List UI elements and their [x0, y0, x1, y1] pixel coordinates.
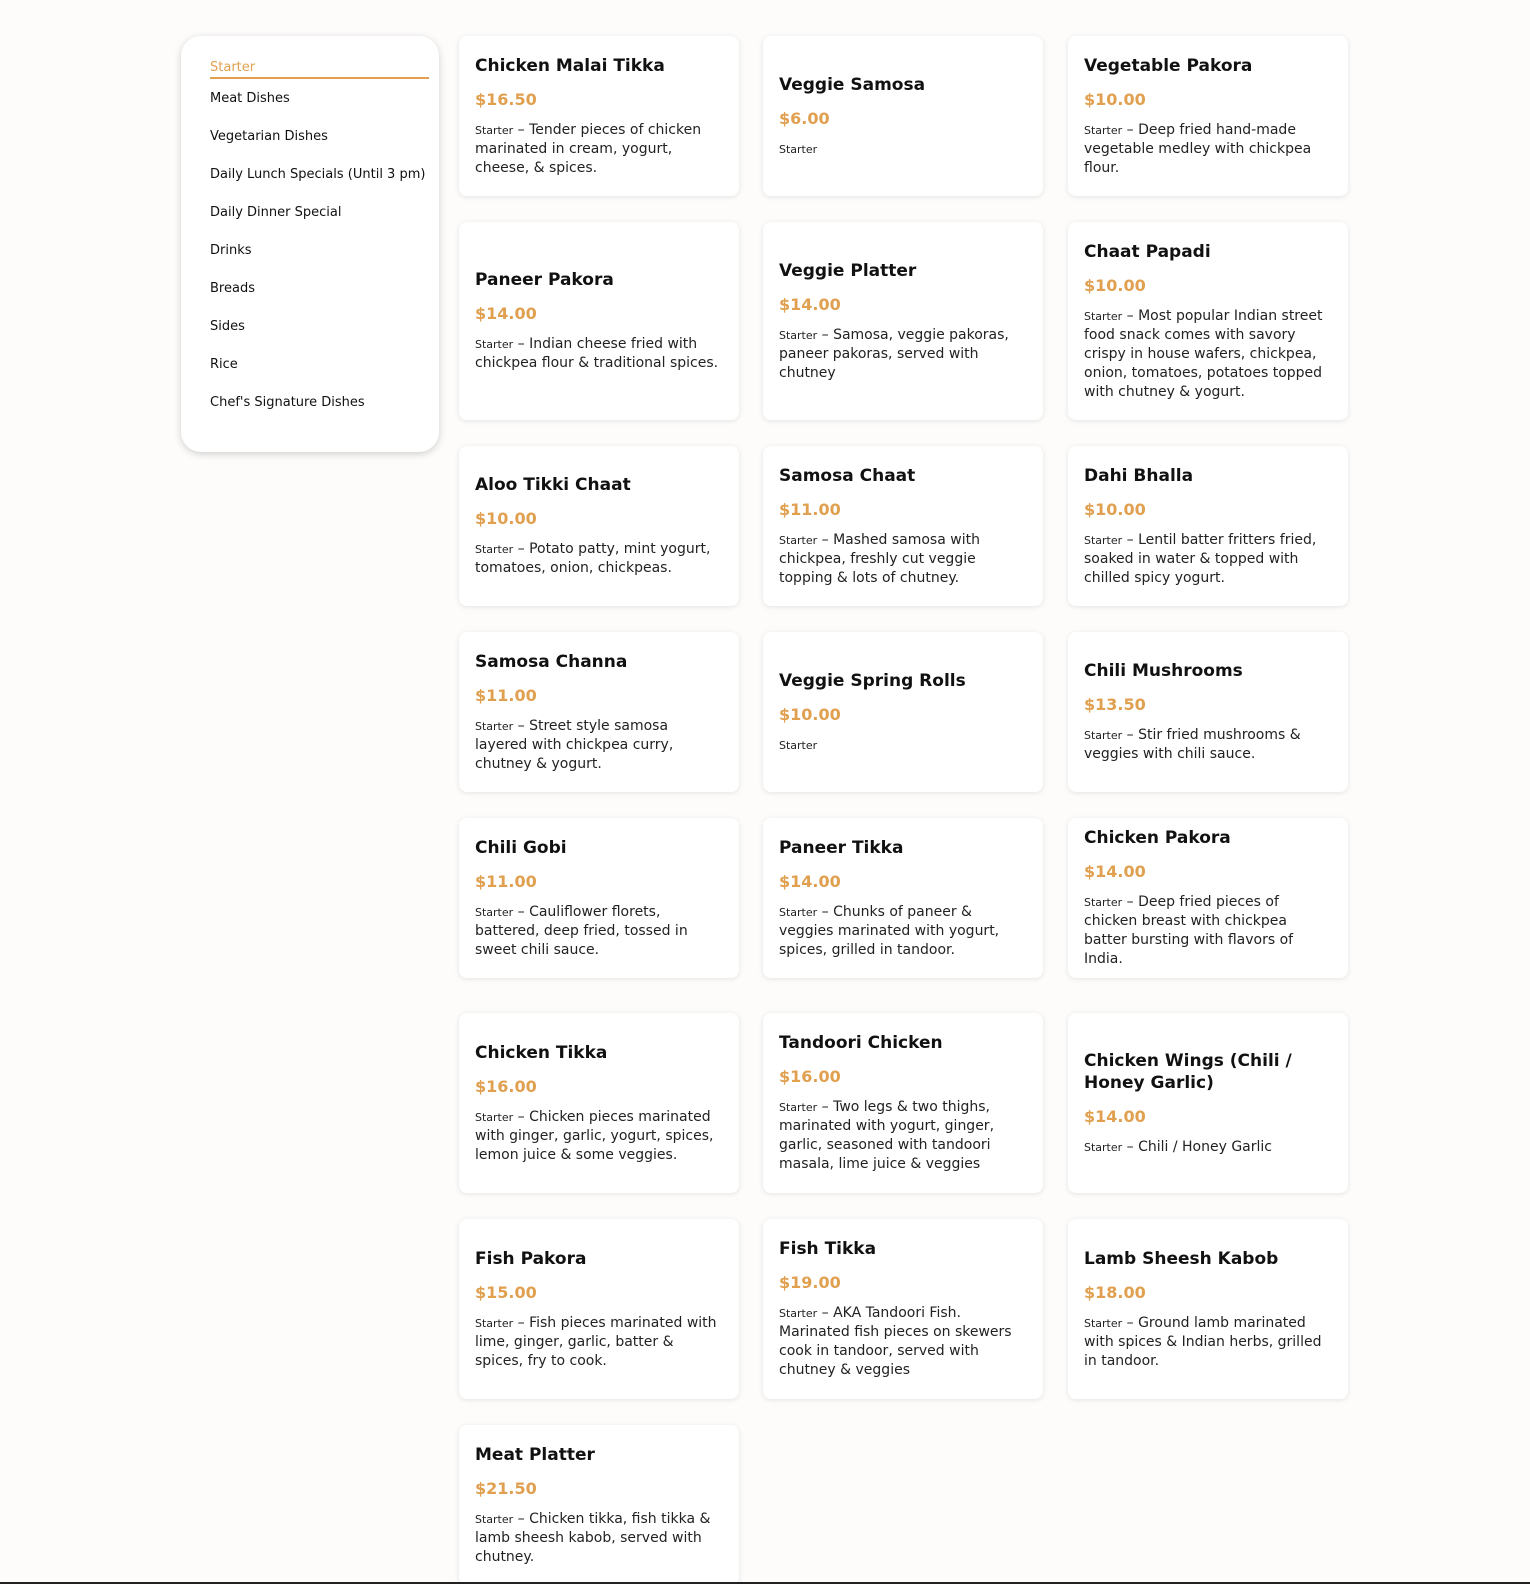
menu-item-price: $11.00	[475, 871, 537, 891]
menu-item-name: Chicken Tikka	[475, 1042, 608, 1063]
menu-item-category-tag: Starter	[1084, 1140, 1123, 1154]
category-sidebar	[181, 36, 439, 452]
menu-item-category-tag: Starter	[1084, 1316, 1123, 1330]
description-separator: –	[1122, 531, 1139, 548]
menu-item-category-tag: Starter	[779, 738, 818, 752]
menu-item-name: Chili Gobi	[475, 837, 567, 858]
sidebar-category-item[interactable]: Daily Lunch Specials (Until 3 pm)	[210, 167, 426, 182]
menu-item-price: $16.00	[779, 1067, 841, 1086]
menu-item-category-tag: Starter	[1084, 309, 1123, 323]
menu-item-category-tag: Starter	[1084, 729, 1123, 742]
menu-item-name: Paneer Tikka	[779, 837, 904, 858]
description-separator: –	[817, 326, 834, 343]
sidebar-category-item[interactable]: Sides	[210, 319, 245, 334]
menu-item-description-text: Most popular Indian street food snack comes with savory crispy in house wafers, chickpea, onion, tomatoes, potatoes topped with chutney & yogurt.	[1084, 307, 1323, 400]
menu-item-card[interactable]	[763, 632, 1043, 792]
sidebar-category-item[interactable]: Breads	[210, 281, 255, 296]
menu-item-name: Chicken Malai Tikka	[475, 55, 665, 76]
menu-item-price: $14.00	[1084, 862, 1146, 881]
description-separator: –	[1122, 1138, 1139, 1155]
menu-item-description	[475, 1108, 723, 1165]
menu-item-description-text: Potato patty, mint yogurt, tomatoes, onion, chickpeas.	[475, 541, 711, 576]
menu-item-card[interactable]	[1068, 818, 1348, 978]
menu-item-description-text: Chili / Honey Garlic	[1138, 1138, 1272, 1155]
menu-item-category-tag: Starter	[475, 1512, 514, 1526]
menu-item-card[interactable]	[763, 818, 1043, 978]
description-separator: –	[817, 531, 834, 548]
menu-item-name: Vegetable Pakora	[1084, 55, 1253, 76]
menu-item-name: Tandoori Chicken	[779, 1033, 943, 1053]
menu-item-description-text: Deep fried pieces of chicken breast with chickpea batter bursting with flavors of India.	[1084, 894, 1294, 967]
menu-item-price: $19.00	[779, 1273, 841, 1292]
menu-item-description	[1084, 1138, 1332, 1157]
sidebar-category-item[interactable]: Meat Dishes	[210, 91, 290, 106]
menu-item-description	[475, 121, 723, 178]
menu-item-card[interactable]	[1068, 1013, 1348, 1193]
description-separator: –	[513, 1108, 530, 1125]
description-separator: –	[513, 336, 530, 352]
menu-item-price: $10.00	[1084, 499, 1146, 519]
menu-item-category-tag: Starter	[779, 142, 818, 156]
menu-item-name: Fish Pakora	[475, 1248, 587, 1269]
menu-item-name: Fish Tikka	[779, 1239, 877, 1259]
menu-item-price: $10.00	[1084, 275, 1146, 295]
menu-item-price: $10.00	[779, 704, 841, 724]
menu-item-price: $16.00	[475, 1076, 537, 1096]
menu-item-card[interactable]	[763, 446, 1043, 606]
menu-item-price: $14.00	[1084, 1106, 1146, 1126]
menu-item-description-text: Street style samosa layered with chickpea curry, chutney & yogurt.	[475, 717, 674, 772]
menu-item-price: $21.50	[475, 1478, 537, 1498]
menu-item-description	[475, 1314, 723, 1371]
description-separator: –	[513, 903, 530, 920]
menu-item-description	[475, 335, 723, 373]
menu-item-price: $10.00	[1084, 89, 1146, 109]
description-separator: –	[513, 717, 530, 734]
description-separator: –	[1122, 121, 1139, 138]
description-separator: –	[1122, 1314, 1139, 1331]
menu-item-card[interactable]	[763, 1219, 1043, 1399]
menu-item-description	[1084, 121, 1332, 178]
description-separator: –	[1122, 307, 1139, 324]
menu-item-description-text: Chicken pieces marinated with ginger, garlic, yogurt, spices, lemon juice & some veggies.	[475, 1108, 714, 1163]
menu-item-description	[475, 903, 723, 960]
menu-item-name: Meat Platter	[475, 1444, 595, 1465]
menu-item-card[interactable]	[1068, 36, 1348, 196]
description-separator: –	[817, 903, 834, 920]
description-separator: –	[513, 541, 530, 557]
menu-item-description-text: Tender pieces of chicken marinated in cream, yogurt, cheese, & spices.	[475, 121, 702, 176]
menu-item-name: Paneer Pakora	[475, 270, 614, 290]
menu-item-card[interactable]	[1068, 1219, 1348, 1399]
sidebar-category-item[interactable]: Chef's Signature Dishes	[210, 395, 365, 410]
menu-item-price: $13.50	[1084, 695, 1146, 714]
menu-item-category-tag: Starter	[475, 1316, 514, 1330]
menu-item-card[interactable]	[459, 1219, 739, 1399]
menu-item-card[interactable]	[459, 222, 739, 420]
menu-item-name: Chili Mushrooms	[1084, 661, 1243, 681]
menu-item-card[interactable]	[763, 222, 1043, 420]
menu-item-description-text: Deep fried hand-made vegetable medley with chickpea flour.	[1084, 121, 1312, 176]
menu-item-category-tag: Starter	[475, 1110, 514, 1124]
menu-item-name: Veggie Spring Rolls	[779, 670, 966, 691]
description-separator: –	[817, 1099, 834, 1115]
menu-item-category-tag: Starter	[1084, 896, 1123, 909]
description-separator: –	[513, 1314, 530, 1331]
menu-item-description	[779, 1098, 1027, 1174]
menu-item-card[interactable]	[1068, 446, 1348, 606]
menu-item-description-text: Ground lamb marinated with spices & Indian herbs, grilled in tandoor.	[1084, 1314, 1322, 1369]
menu-item-price: $11.00	[475, 685, 537, 705]
menu-item-category-tag: Starter	[779, 1307, 818, 1320]
description-separator: –	[513, 1510, 530, 1527]
menu-item-name: Veggie Samosa	[779, 74, 926, 95]
menu-item-card[interactable]	[459, 446, 739, 606]
menu-item-name: Lamb Sheesh Kabob	[1084, 1248, 1279, 1269]
menu-item-description	[779, 736, 1027, 755]
menu-item-description	[779, 326, 1027, 383]
menu-item-description-text: Cauliflower florets, battered, deep fried, tossed in sweet chili sauce.	[475, 903, 688, 958]
menu-item-name: Chicken Wings (Chili / Honey Garlic)	[1084, 1050, 1292, 1093]
menu-item-price: $14.00	[779, 871, 841, 891]
sidebar-category-item[interactable]: Starter	[210, 60, 429, 79]
menu-item-category-tag: Starter	[475, 905, 514, 919]
menu-item-description-text: Samosa, veggie pakoras, paneer pakoras, served with chutney	[779, 326, 1009, 381]
menu-item-category-tag: Starter	[779, 905, 818, 919]
menu-item-description	[779, 1304, 1027, 1380]
menu-item-price: $11.00	[779, 499, 841, 519]
menu-item-description-text: Chicken tikka, fish tikka & lamb sheesh kabob, served with chutney.	[475, 1510, 711, 1565]
menu-item-description-text: Lentil batter fritters fried, soaked in water & topped with chilled spicy yogurt.	[1084, 531, 1317, 586]
menu-item-description	[779, 903, 1027, 960]
menu-item-price: $14.00	[475, 304, 537, 323]
menu-item-description	[475, 540, 723, 578]
menu-item-price: $15.00	[475, 1282, 537, 1302]
menu-item-price: $10.00	[475, 509, 537, 528]
menu-item-category-tag: Starter	[475, 338, 514, 351]
sidebar-category-item[interactable]: Vegetarian Dishes	[210, 129, 328, 144]
menu-item-category-tag: Starter	[1084, 123, 1123, 137]
menu-item-name: Veggie Platter	[779, 260, 917, 281]
menu-item-category-tag: Starter	[779, 328, 818, 342]
menu-item-price: $18.00	[1084, 1282, 1146, 1302]
menu-item-description-text: Mashed samosa with chickpea, freshly cut veggie topping & lots of chutney.	[779, 531, 980, 586]
menu-item-description	[1084, 307, 1332, 402]
menu-item-description-text: AKA Tandoori Fish. Marinated fish pieces on skewers cook in tandoor, served with chutney & veggies	[779, 1305, 1012, 1378]
menu-item-description	[1084, 531, 1332, 588]
menu-item-description	[779, 531, 1027, 588]
menu-item-price: $16.50	[475, 89, 537, 109]
menu-item-description	[475, 717, 723, 774]
menu-item-description	[1084, 726, 1332, 764]
menu-item-price: $6.00	[779, 108, 830, 128]
menu-item-card[interactable]	[763, 36, 1043, 196]
menu-item-description-text: Stir fried mushrooms & veggies with chili sauce.	[1084, 727, 1301, 762]
menu-item-description-text: Fish pieces marinated with lime, ginger, garlic, batter & spices, fry to cook.	[475, 1314, 717, 1369]
description-separator: –	[513, 121, 530, 138]
menu-item-name: Samosa Chaat	[779, 465, 916, 486]
menu-item-card[interactable]	[459, 1425, 739, 1584]
menu-item-card[interactable]	[459, 818, 739, 978]
menu-item-category-tag: Starter	[1084, 533, 1123, 547]
description-separator: –	[817, 1305, 834, 1321]
menu-item-name: Chaat Papadi	[1084, 241, 1211, 262]
menu-item-category-tag: Starter	[779, 1101, 818, 1114]
menu-item-card[interactable]	[459, 632, 739, 792]
menu-item-price: $14.00	[779, 294, 841, 314]
menu-item-category-tag: Starter	[475, 719, 514, 733]
menu-item-description	[475, 1510, 723, 1567]
menu-item-card[interactable]	[1068, 632, 1348, 792]
menu-item-name: Aloo Tikki Chaat	[475, 475, 631, 495]
sidebar-category-item[interactable]: Rice	[210, 357, 238, 372]
menu-item-description-text: Two legs & two thighs, marinated with yogurt, ginger, garlic, seasoned with tandoori masala, lime juice & veggies	[779, 1099, 995, 1172]
menu-item-card[interactable]	[763, 1013, 1043, 1193]
menu-item-description	[1084, 1314, 1332, 1371]
menu-item-card[interactable]	[459, 36, 739, 196]
description-separator: –	[1122, 727, 1139, 743]
menu-item-name: Samosa Channa	[475, 651, 628, 672]
menu-item-name: Chicken Pakora	[1084, 828, 1231, 848]
sidebar-category-item[interactable]: Daily Dinner Special	[210, 205, 342, 220]
menu-item-category-tag: Starter	[779, 533, 818, 547]
description-separator: –	[1122, 894, 1139, 910]
sidebar-category-item[interactable]: Drinks	[210, 243, 252, 258]
menu-item-name: Dahi Bhalla	[1084, 465, 1194, 486]
menu-item-card[interactable]	[1068, 222, 1348, 420]
menu-item-description-text: Chunks of paneer & veggies marinated with yogurt, spices, grilled in tandoor.	[779, 903, 1000, 958]
menu-item-category-tag: Starter	[475, 543, 514, 556]
menu-item-description	[1084, 893, 1332, 969]
menu-item-description-text: Indian cheese fried with chickpea flour & traditional spices.	[475, 336, 719, 371]
menu-item-category-tag: Starter	[475, 123, 514, 137]
menu-item-card[interactable]	[459, 1013, 739, 1193]
menu-item-description	[779, 140, 1027, 159]
